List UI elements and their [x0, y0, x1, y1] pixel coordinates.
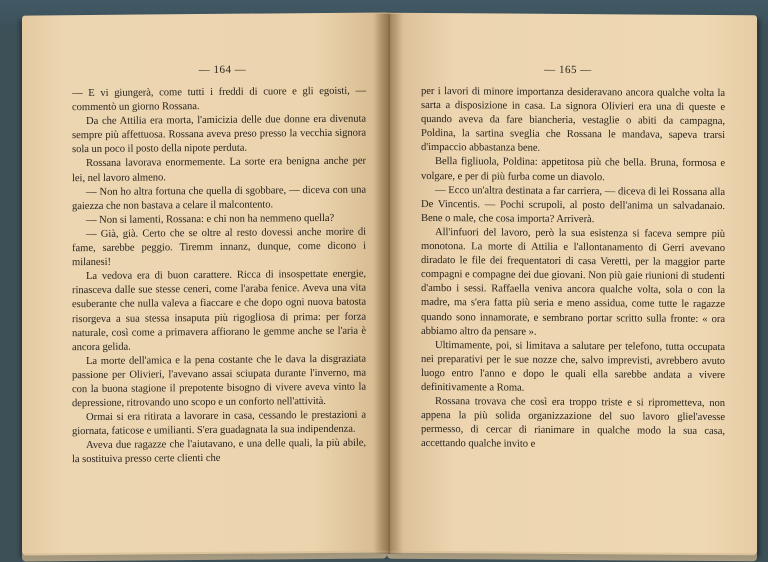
paragraph: All'infuori del lavoro, però la sua esistenza si faceva sempre più monotona. La morte di Attilia e l'allontanamento di Gerri avevano diradato le file dei frequentatori di casa Veretti, per la maggior parte compagni e compagne dei due giovani. Non più gaie riunioni di studenti d'ambo i sessi. Raffaella veniva ancora qualche volta, sola o con la madre, ma s'era fatta più seria e meno assidua, come tutte le ragazze quando sono innamorate, e sembrano portar scritto sulla fronte: « ora abbiamo altro da pensare ». — [421, 226, 725, 338]
paragraph: — Non ho altra fortuna che quella di sgobbare, — diceva con una gaiezza che non bastava a celare il malcontento. — [72, 184, 366, 212]
right-page — [387, 13, 757, 556]
paragraph: — E vi giungerà, come tutti i freddi di cuore e gli egoisti, — commentò un giorno Rossana. — [72, 85, 366, 114]
paragraph: Rossana lavorava enormemente. La sorte era benigna anche per lei, nel lavoro almeno. — [72, 156, 366, 184]
right-page-text — [421, 85, 725, 454]
paragraph: — Ecco un'altra destinata a far carriera, — diceva di lei Rossana alla De Vincentis. — Pochi scrupoli, al posto dell'anima un salvadanaio. Bene o male, che cosa importa? Arriverà. — [421, 184, 725, 225]
paragraph: Ultimamente, poi, si limitava a salutare per telefono, tutta occupata nei preparativi per le sue nozze che, salvo imprevisti, avrebbero avuto luogo entro l'anno e dopo le quali ella sarebbe andata a vivere definitivamente a Roma. — [421, 339, 725, 394]
right-page-number: — 165 — — [544, 63, 592, 77]
paragraph: Ormai si era ritirata a lavorare in casa, cessando le prestazioni a giornata, faticose e umilianti. S'era guadagnata la sua indipendenza. — [72, 409, 366, 438]
paragraph: La vedova era di buon carattere. Ricca di insospettate energie, rinasceva dalle sue stesse ceneri, come l'araba fenice. Aveva una vita esuberante che nulla valeva a fiaccare e che dopo ogni nuova batosta risorgeva a sua stessa insaputa più rigogliosa di prima: per forza naturale, così come a primavera affiorano le gemme anche se l'aria è ancora gelida. — [72, 268, 366, 353]
paragraph: Da che Attilia era morta, l'amicizia delle due donne era divenuta sempre più affettuosa. Rossana aveva preso presso la vecchia signora sola un poco il posto della nipote perduta. — [72, 113, 366, 156]
paragraph: per i lavori di minore importanza desideravano ancora qualche volta la sarta a disposizione in casa. La signora Olivieri era una di queste e quando aveva da fare biancheria, vestaglie o abiti da campagna, Poldina, la sartina sveglia che Rossana le mandava, sapeva trarsi d'impaccio abbastanza bene. — [421, 85, 725, 155]
open-book — [22, 14, 757, 554]
left-page — [22, 12, 387, 555]
left-page-number: — 164 — — [198, 63, 247, 77]
left-page-text — [72, 85, 366, 468]
paragraph: Aveva due ragazze che l'aiutavano, e una delle quali, la più abile, la sostituiva presso certe clienti che — [72, 437, 366, 466]
page-edge — [22, 550, 387, 561]
paragraph: — Già, già. Certo che se oltre al resto dovessi anche morire di fame, sarebbe peggio. Tiremm innanz, dunque, come dicono i milanesi! — [72, 226, 366, 269]
paragraph: La morte dell'amica e la pena costante che le dava la disgraziata passione per Olivieri, l'avevano assai sciupata durante l'inverno, ma con la buona stagione il prepotente bisogno di vivere aveva vinto la depressione, ritrovando uno scopo e un conforto nell'attività. — [72, 353, 366, 410]
paragraph: Rossana trovava che così era troppo triste e si riprometteva, non appena la più solida organizzazione del suo lavoro gliel'avesse permesso, di cercar di rianimare in qualche modo la sua casa, accettando qualche invito e — [421, 396, 725, 451]
paragraph: Bella figliuola, Poldina: appetitosa più che bella. Bruna, formosa e volgare, e per di più furba come un diavolo. — [421, 156, 725, 183]
paragraph: — Non si lamenti, Rossana: e chi non ha nemmeno quella? — [86, 212, 335, 226]
page-edge — [387, 551, 757, 562]
